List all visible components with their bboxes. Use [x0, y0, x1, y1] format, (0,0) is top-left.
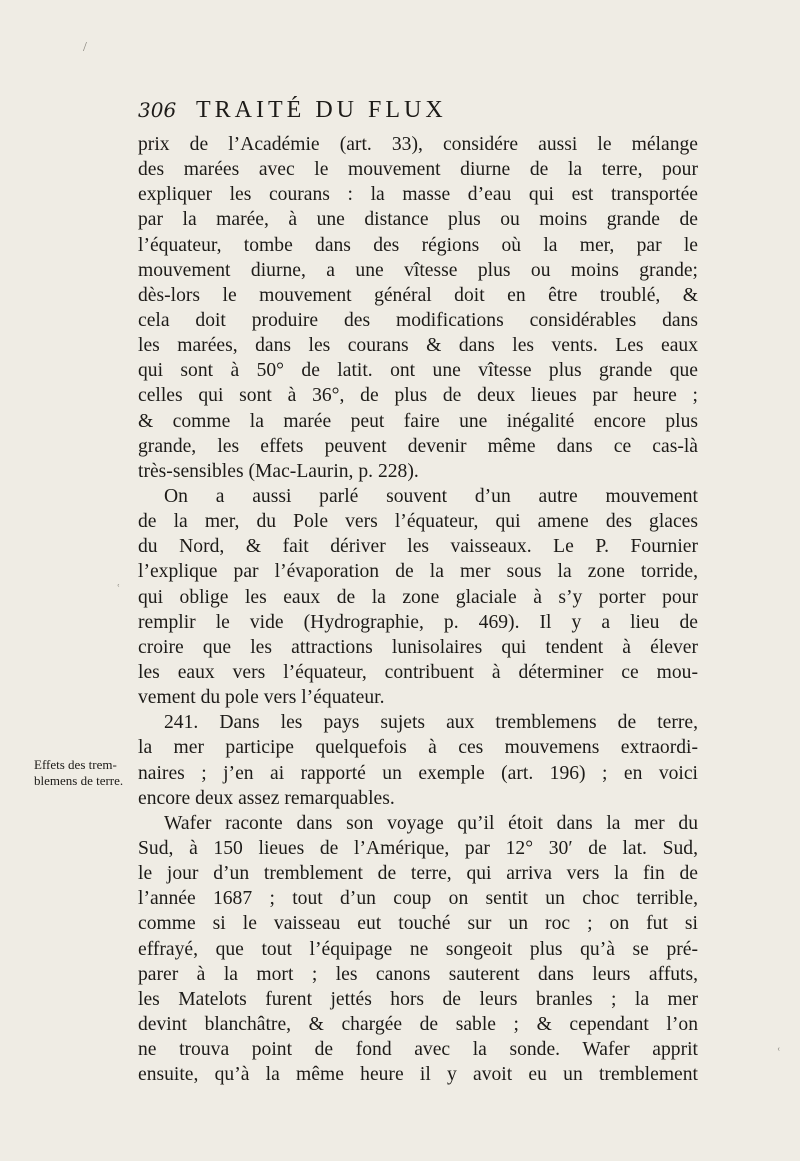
- text-line: ne trouva point de fond avec la sonde. Wafer apprit: [138, 1039, 698, 1061]
- text-line: par la marée, à une distance plus ou moins grande de: [138, 209, 698, 231]
- text-line: croire que les attractions lunisolaires qui tendent à élever: [138, 636, 698, 658]
- text-line: comme si le vaisseau eut touché sur un roc ; on fut si: [138, 913, 698, 935]
- text-line: les Matelots furent jettés hors de leurs branles ; la mer: [138, 988, 698, 1010]
- stray-mark: ʿ: [776, 1046, 782, 1063]
- paragraph-start: On a aussi parlé souvent d’un autre mouvement: [164, 485, 698, 507]
- text-line: encore deux assez remarquables.: [138, 787, 395, 809]
- text-line: les eaux vers l’équateur, contribuent à déterminer ce mou-: [138, 661, 698, 683]
- text-line: qui oblige les eaux de la zone glaciale à s’y porter pour: [138, 586, 698, 608]
- text-line: des marées avec le mouvement diurne de la terre, pour: [138, 159, 698, 181]
- text-line: qui sont à 50° de latit. ont une vîtesse plus grande que: [138, 360, 698, 382]
- margin-note-line: Effets des trem-: [34, 757, 117, 772]
- text-line: grande, les effets peuvent devenir même dans ce cas-là: [138, 435, 698, 457]
- text-line: l’année 1687 ; tout d’un coup on sentit un choc terrible,: [138, 888, 698, 910]
- page-number: 306: [138, 98, 177, 122]
- text-line: du Nord, & fait dériver les vaisseaux. Le P. Fournier: [138, 536, 698, 558]
- text-line: de la mer, du Pole vers l’équateur, qui amene des glaces: [138, 511, 698, 533]
- running-title: TRAITÉ DU FLUX: [196, 97, 447, 123]
- text-line: très-sensibles (Mac-Laurin, p. 228).: [138, 460, 419, 482]
- paragraph-start: Wafer raconte dans son voyage qu’il étoit dans la mer du: [164, 812, 698, 834]
- body-text: [138, 132, 698, 1087]
- text-line: celles qui sont à 36°, de plus de deux lieues par heure ;: [138, 385, 698, 407]
- text-line: remplir le vide (Hydrographie, p. 469). Il y a lieu de: [138, 611, 698, 633]
- stray-mark: ʿ: [116, 583, 121, 598]
- text-line: cela doit produire des modifications considérables dans: [138, 309, 698, 331]
- text-line: la mer participe quelquefois à ces mouvemens extraordi-: [138, 737, 698, 759]
- text-line: effrayé, que tout l’équipage ne songeoit plus qu’à se pré-: [138, 938, 698, 960]
- paragraph-start: 241. Dans les pays sujets aux tremblemens de terre,: [164, 712, 698, 734]
- text-line: ensuite, qu’à la même heure il y avoit eu un tremblement: [138, 1064, 698, 1086]
- text-line: dès-lors le mouvement général doit en être troublé, &: [138, 284, 698, 306]
- text-line: devint blanchâtre, & chargée de sable ; & cependant l’on: [138, 1013, 698, 1035]
- text-line: mouvement diurne, a une vîtesse plus ou moins grande;: [138, 259, 698, 281]
- text-line: vement du pole vers l’équateur.: [138, 687, 385, 709]
- text-line: & comme la marée peut faire une inégalité encore plus: [138, 410, 698, 432]
- text-line: parer à la mort ; les canons sauterent dans leurs affuts,: [138, 963, 698, 985]
- text-line: Sud, à 150 lieues de l’Amérique, par 12° 30′ de lat. Sud,: [138, 837, 698, 859]
- text-line: l’équateur, tombe dans des régions où la mer, par le: [138, 234, 698, 256]
- text-line: le jour d’un tremblement de terre, qui arriva vers la fin de: [138, 863, 698, 885]
- text-line: expliquer les courans : la masse d’eau qui est transportée: [138, 184, 698, 206]
- stray-mark: /: [83, 40, 87, 55]
- page-header: [138, 98, 698, 132]
- margin-note: [34, 757, 124, 789]
- text-line: naires ; j’en ai rapporté un exemple (art. 196) ; en voici: [138, 762, 698, 784]
- text-line: les marées, dans les courans & dans les vents. Les eaux: [138, 335, 698, 357]
- margin-note-line: blemens de terre.: [34, 773, 124, 788]
- text-line: l’explique par l’évaporation de la mer sous la zone torride,: [138, 561, 698, 583]
- text-line: prix de l’Académie (art. 33), considére aussi le mélange: [138, 134, 698, 155]
